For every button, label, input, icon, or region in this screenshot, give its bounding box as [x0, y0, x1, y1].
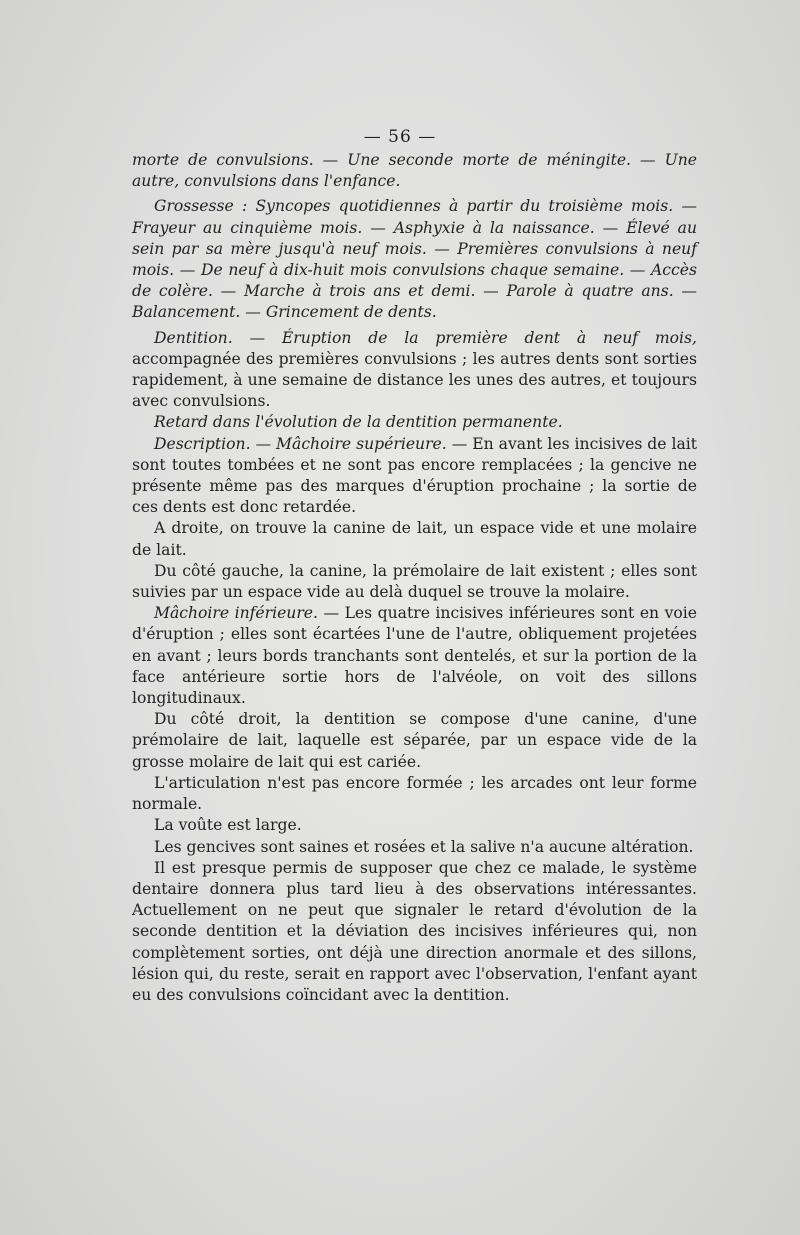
paragraph-description [132, 434, 697, 519]
paragraph-lower-jaw [132, 603, 697, 709]
paragraph-dentition [132, 328, 697, 413]
paragraph-gums: Les gencives sont saines et rosées et la salive n'a aucune altération. [154, 837, 694, 856]
lower-jaw-text: — Les quatre incisives inférieures sont en voie d'éruption ; elles sont écartées l'une de l'autre, obliquement projetées en avant ; leurs bords tranchants sont dentelés, et sur la portion de la face antérieure sortie hors de l'alvéole, on voit des sillons longitudinaux. [132, 604, 698, 708]
paragraph-retard-heading: Retard dans l'évolution de la dentition permanente. [154, 413, 563, 432]
dentition-italic: — Éruption de la première dent à neuf mois, [249, 328, 697, 347]
paragraph-left-side: Du côté gauche, la canine, la prémolaire de lait existent ; elles sont suivies par un espace vide au delà duquel se trouve la molaire. [132, 561, 697, 602]
paragraph-family-history: morte de convulsions. — Une seconde morte de méningite. — Une autre, convulsions dans l'enfance. [132, 151, 697, 191]
paragraph-vault: La voûte est large. [154, 816, 302, 835]
page-number: — 56 — [363, 127, 437, 147]
lower-jaw-label: Mâchoire inférieure. [154, 604, 318, 623]
paragraph-conclusion: Il est presque permis de supposer que chez ce malade, le système dentaire donnera plus tard lieu à des observations intéressantes. Actuellement on ne peut que signaler le retard d'évolution de la seconde dentition et la déviation des incisives inférieures qui, non complètement sorties, ont déjà une direction anormale et des sillons, lésion qui, du reste, serait en rapport avec l'observation, l'enfant ayant eu des convulsions coïncidant avec la dentition. [132, 858, 697, 1004]
paragraph-pregnancy: Grossesse : Syncopes quotidiennes à partir du troisième mois. — Frayeur au cinquième mois. — Asphyxie à la naissance. — Élevé au sein par sa mère jusqu'à neuf mois. — Premières convulsions à neuf mois. — De neuf à dix-huit mois convulsions chaque semaine. — Accès de colère. — Marche à trois ans et demi. — Parole à quatre ans. — Balancement. — Grincement de dents. [132, 197, 697, 322]
dentition-label: Dentition. [154, 328, 233, 347]
description-label: Description. — Mâchoire supérieure. [154, 434, 447, 453]
paragraph-right-side: A droite, on trouve la canine de lait, un espace vide et une molaire de lait. [132, 519, 697, 559]
paragraph-right-dentition: Du côté droit, la dentition se compose d'une canine, d'une prémolaire de lait, laquelle est séparée, par un espace vide de la grosse molaire de lait qui est cariée. [132, 710, 697, 771]
dentition-text: accompagnée des premières convulsions ; les autres dents sont sorties rapidement, à une semaine de distance les unes des autres, et toujours avec convulsions. [132, 349, 697, 411]
paragraph-articulation: L'articulation n'est pas encore formée ; les arcades ont leur forme normale. [132, 773, 697, 814]
body-text [132, 150, 697, 1006]
description-text: — En avant les incisives de lait sont toutes tombées et ne sont pas encore remplacées ; la gencive ne présente même pas des marques d'éruption prochaine ; la sortie de ces dents est donc retardée. [132, 434, 698, 517]
